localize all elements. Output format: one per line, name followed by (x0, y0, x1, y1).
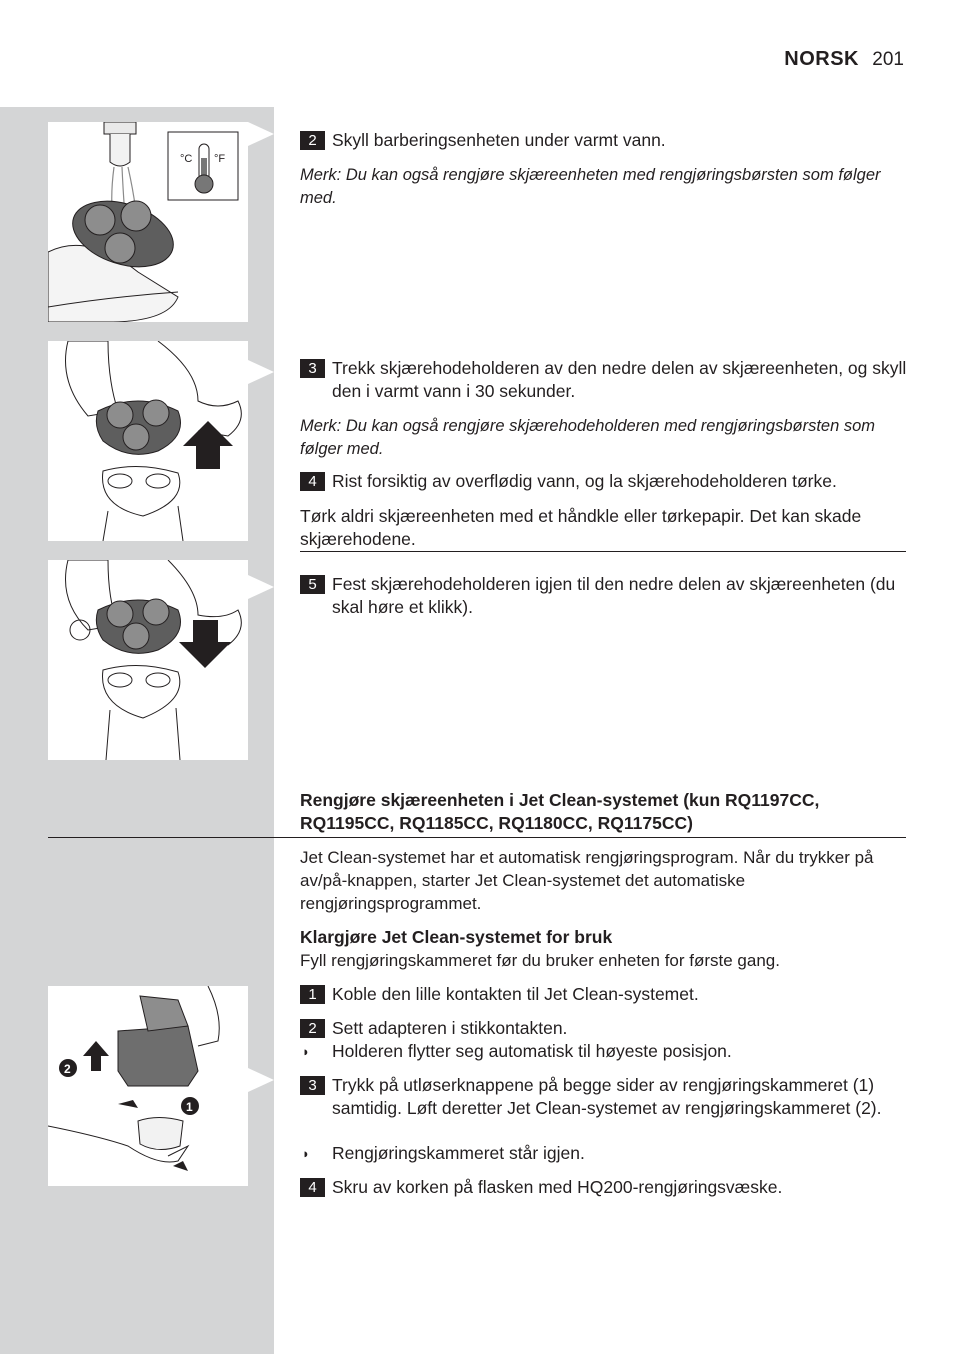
step-number: 4 (300, 472, 325, 491)
step-item (300, 1176, 910, 1199)
bullet-text: Rengjøringskammeret står igjen. (332, 1143, 585, 1163)
step-text: Fest skjærehodeholderen igjen til den nedre delen av skjæreenheten (du skal høre et klikk). (332, 574, 896, 617)
reattach-holder-illustration (48, 560, 248, 760)
note: Merk: Du kan også rengjøre skjæreenheten med rengjøringsbørsten som følger med. (300, 166, 881, 207)
arrow-right-icon (118, 1100, 138, 1108)
pointer-notch (248, 575, 274, 599)
step-item (300, 470, 910, 493)
step-text: Skyll barberingsenheten under varmt vann. (332, 130, 666, 150)
celsius-label: °C (180, 153, 193, 165)
section-divider (48, 837, 906, 838)
step-number: 5 (300, 575, 325, 594)
section-intro: Jet Clean-systemet har et automatisk rengjøringsprogram. Når du trykker på av/på-knappen, starter Jet Clean-systemet det automatiske rengjøringsprogrammet. (300, 848, 874, 913)
bullet-icon: ◗ (302, 1146, 310, 1161)
pointer-notch (248, 122, 274, 146)
subheading-intro: Fyll rengjøringskammeret før du bruker enheten for første gang. (300, 951, 780, 970)
remove-holder-illustration (48, 341, 248, 541)
figure-rinse-shaving-unit (48, 122, 248, 322)
step-number: 1 (300, 985, 325, 1004)
callout-2-label: 2 (64, 1062, 71, 1076)
header-language: NORSK (784, 48, 859, 70)
page-number: 201 (872, 49, 904, 70)
section-heading: Rengjøre skjæreenheten i Jet Clean-systemet (kun RQ1197CC, RQ1195CC, RQ1185CC, RQ1180CC, RQ1175CC) (300, 790, 820, 833)
bullet-icon: ◗ (302, 1044, 310, 1059)
step-item (300, 1017, 910, 1040)
result-bullet (300, 1142, 910, 1165)
step-number: 3 (300, 359, 325, 378)
figure-jet-clean-release (48, 986, 248, 1186)
subheading: Klargjøre Jet Clean-systemet for bruk (300, 927, 613, 947)
bullet-text: Holderen flytter seg automatisk til høyeste posisjon. (332, 1041, 732, 1061)
step-item (300, 983, 910, 1006)
step-text: Koble den lille kontakten til Jet Clean-systemet. (332, 984, 699, 1004)
arrow-up-icon (83, 1041, 109, 1071)
step-item (300, 129, 910, 152)
step-number: 2 (300, 131, 325, 150)
figure-reattach-holder (48, 560, 248, 760)
fahrenheit-label: °F (214, 153, 226, 165)
step-text: Trekk skjærehodeholderen av den nedre delen av skjæreenheten, og skyll den i varmt vann i 30 sekunder. (332, 358, 907, 401)
step-item (300, 357, 910, 403)
pointer-notch (248, 1068, 274, 1092)
step-number: 4 (300, 1178, 325, 1197)
callout-1-label: 1 (186, 1100, 193, 1114)
arrow-left-icon (173, 1161, 188, 1171)
result-bullet (300, 1040, 910, 1063)
step-number: 3 (300, 1076, 325, 1095)
jet-clean-illustration (48, 986, 248, 1186)
figure-remove-holder (48, 341, 248, 541)
step-text: Skru av korken på flasken med HQ200-rengjøringsvæske. (332, 1177, 783, 1197)
note: Merk: Du kan også rengjøre skjærehodeholderen med rengjøringsbørsten som følger med. (300, 417, 876, 458)
step-item (300, 573, 910, 619)
step-number: 2 (300, 1019, 325, 1038)
pointer-notch (248, 360, 274, 384)
step-text: Sett adapteren i stikkontakten. (332, 1018, 568, 1038)
step-text: Rist forsiktig av overflødig vann, og la skjærehodeholderen tørke. (332, 471, 837, 491)
warning-text: Tørk aldri skjæreenheten med et håndkle eller tørkepapir. Det kan skade skjærehodene. (300, 505, 906, 552)
step-item (300, 1074, 910, 1120)
rinse-illustration (48, 122, 248, 322)
step-text: Trykk på utløserknappene på begge sider av rengjøringskammeret (1) samtidig. Løft deretter Jet Clean-systemet av rengjøringskammeret (2). (332, 1075, 882, 1118)
